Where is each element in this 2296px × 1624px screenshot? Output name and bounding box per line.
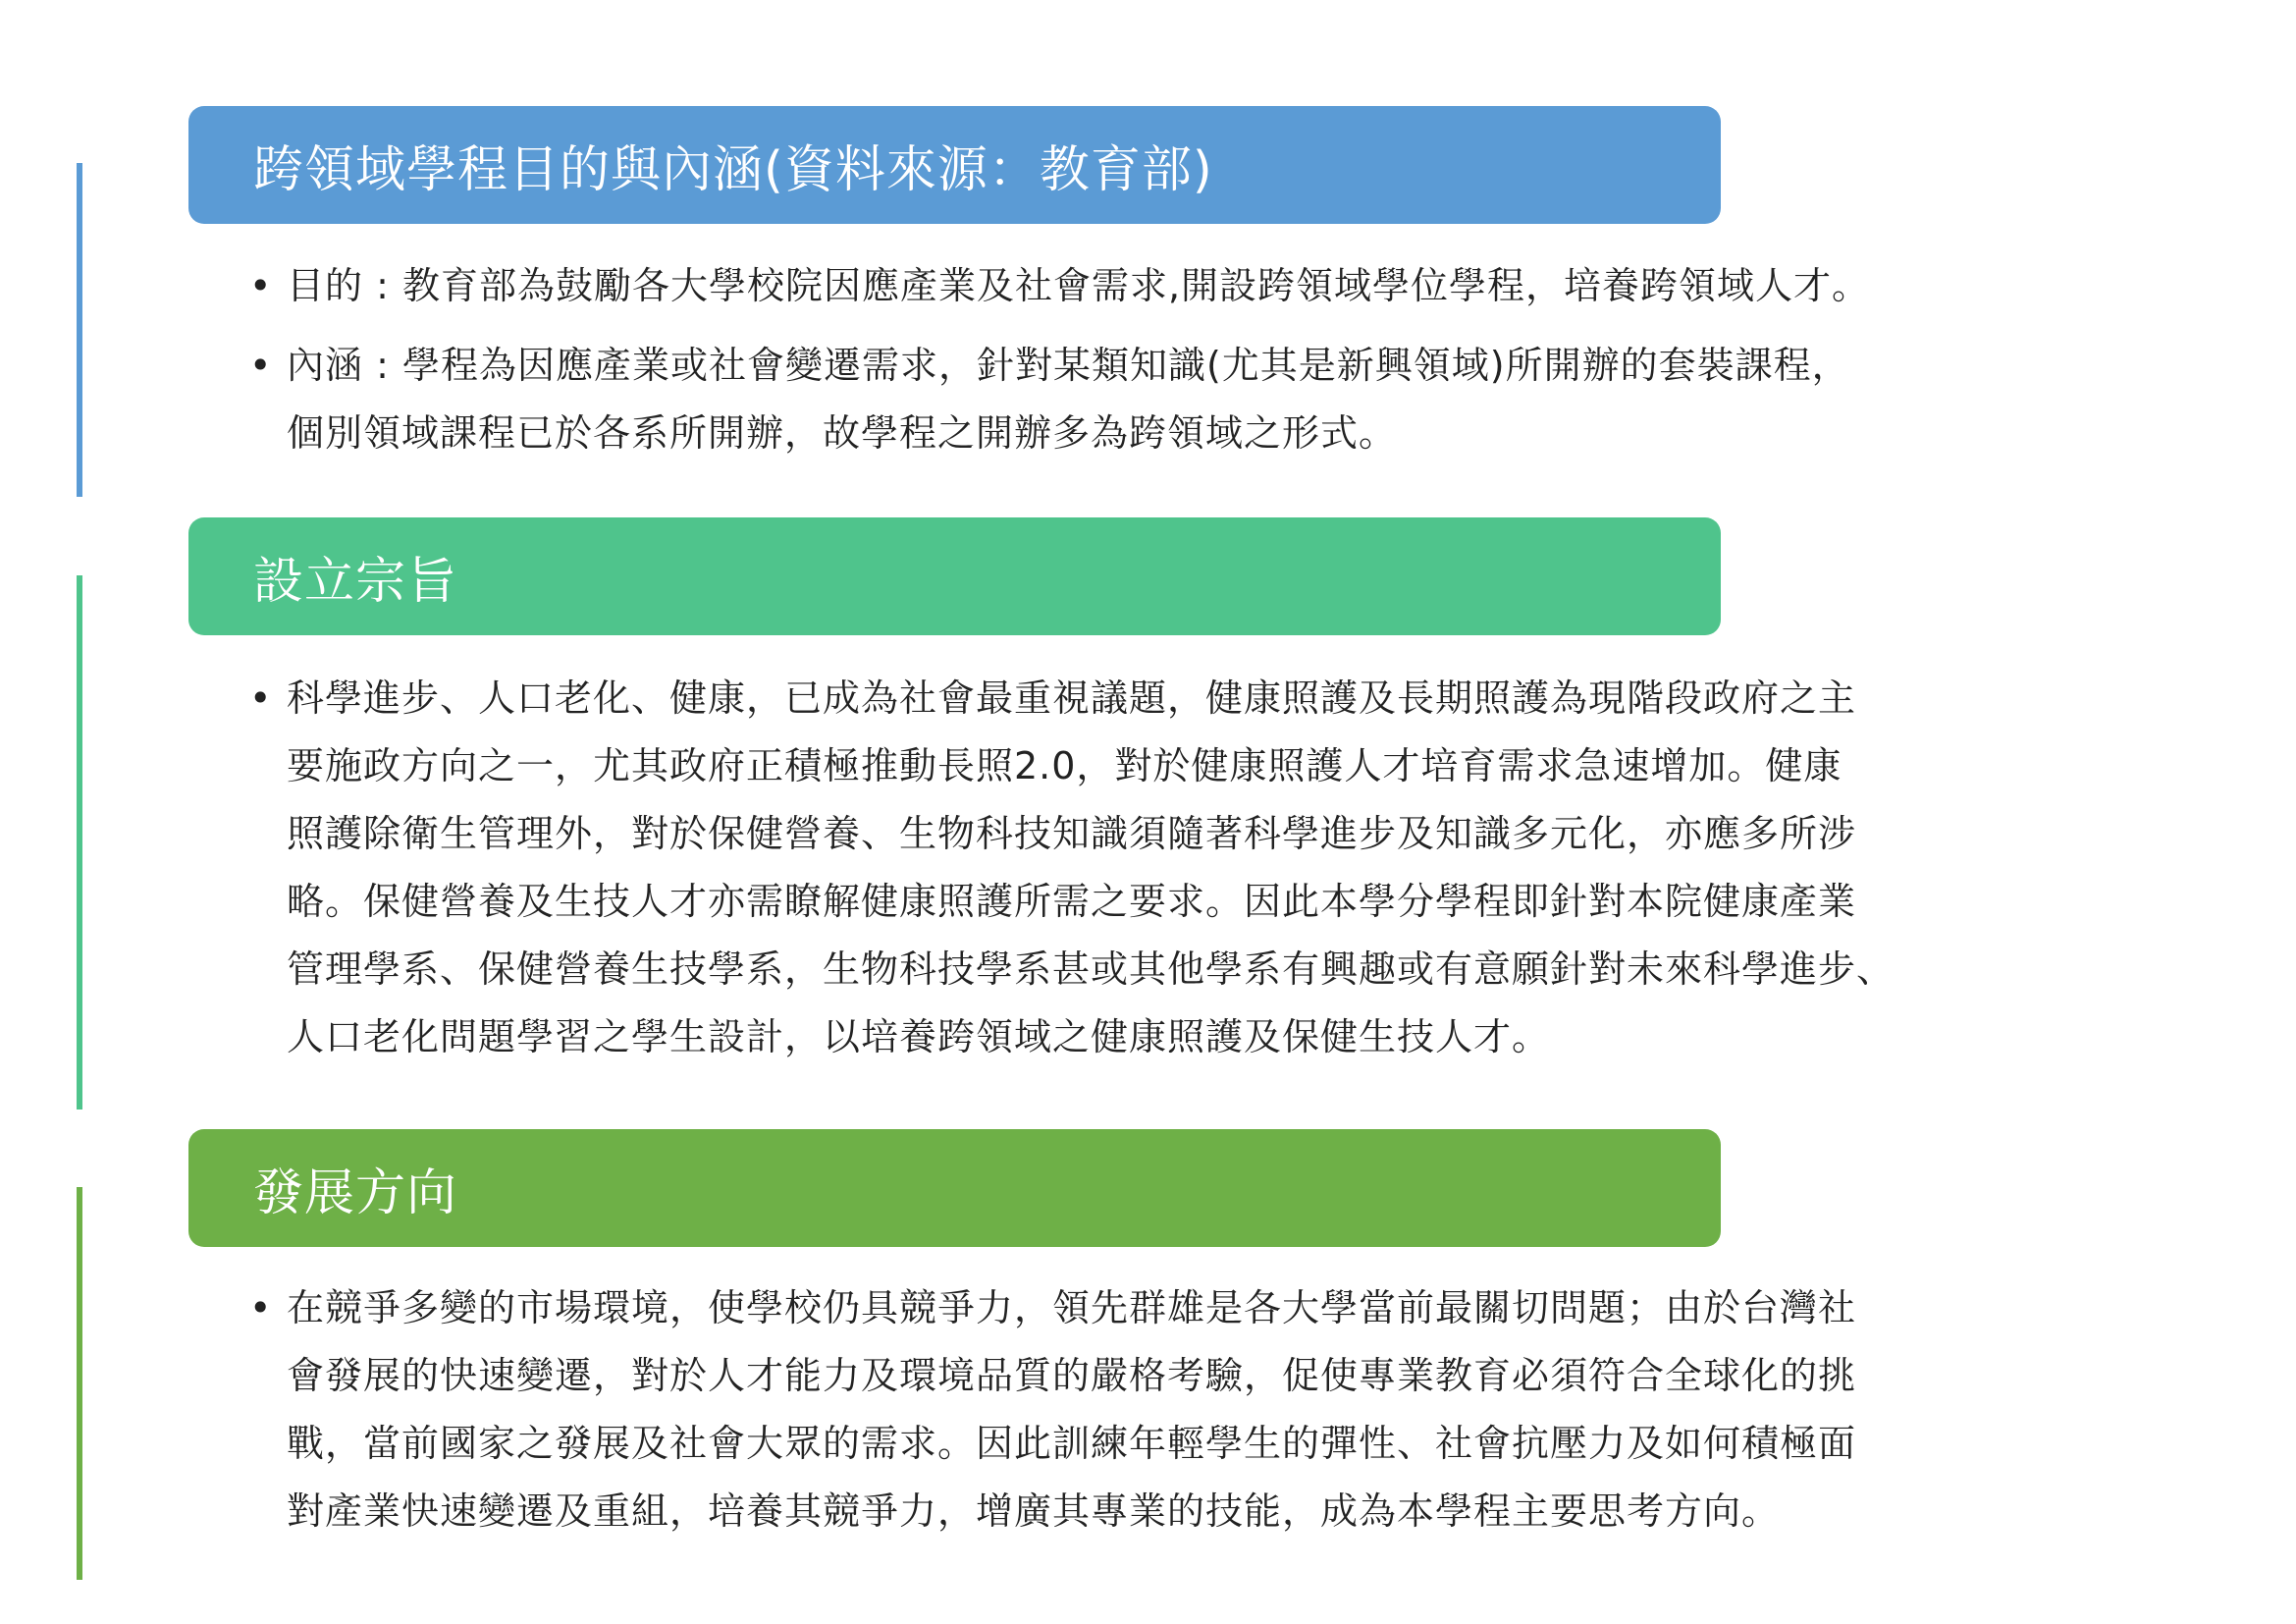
list-item: • 在競爭多變的市場環境，使學校仍具競爭力，領先群雄是各大學當前最關切問題；由於台灣社 會發展的快速變遷，對於人才能力及環境品質的嚴格考驗，促使專業教育必須符合全球化的挑 戰，當前國家之發展及社會大眾的需求。因此訓練年輕學生的彈性、社會抗壓力及如何積極面 對產業快速變遷及重組，培養其競爭力，增廣其專業的技能，成為本學程主要思考方向。 [249, 1274, 287, 1545]
bullet-icon: • [249, 677, 273, 720]
section-purpose-frame [77, 163, 82, 497]
section-direction-title: 發展方向 [253, 1164, 458, 1222]
section-direction-frame [77, 1187, 82, 1580]
list-item: • 目的 : 教育部為鼓勵各大學校院因應產業及社會需求,開設跨領域學位學程，培養跨領域人才。 [249, 252, 287, 320]
bullet-icon: • [249, 264, 273, 307]
section-mission-frame [77, 575, 82, 1110]
bullet-icon: • [249, 1286, 273, 1329]
section-mission-header [188, 517, 1721, 635]
list-item: • 科學進步、人口老化、健康，已成為社會最重視議題，健康照護及長期照護為現階段政府之主 要施政方向之一，尤其政府正積極推動長照2.0，對於健康照護人才培育需求急速增加。健康 照護除衛生管理外，對於保健營養、生物科技知識須隨著科學進步及知識多元化，亦應多所涉 略。保健營養及生技人才亦需瞭解健康照護所需之要求。因此本學分學程即針對本院健康產業 管理學系、保健營養生技學系，生物科技學系甚或其他學系有興趣或有意願針對未來科學進步、 人口老化問題學習之學生設計，以培養跨領域之健康照護及保健生技人才。 [249, 665, 287, 1071]
section-purpose-header [188, 106, 1721, 224]
bullet-icon: • [249, 344, 273, 387]
section-direction-header [188, 1129, 1721, 1247]
section-mission-title: 設立宗旨 [253, 553, 458, 611]
section-purpose-title: 跨領域學程目的與內涵(資料來源：教育部) [253, 141, 1213, 199]
list-item: • 內涵 : 學程為因應產業或社會變遷需求，針對某類知識(尤其是新興領域)所開辦的套裝課程， 個別領域課程已於各系所開辦，故學程之開辦多為跨領域之形式。 [249, 332, 287, 467]
